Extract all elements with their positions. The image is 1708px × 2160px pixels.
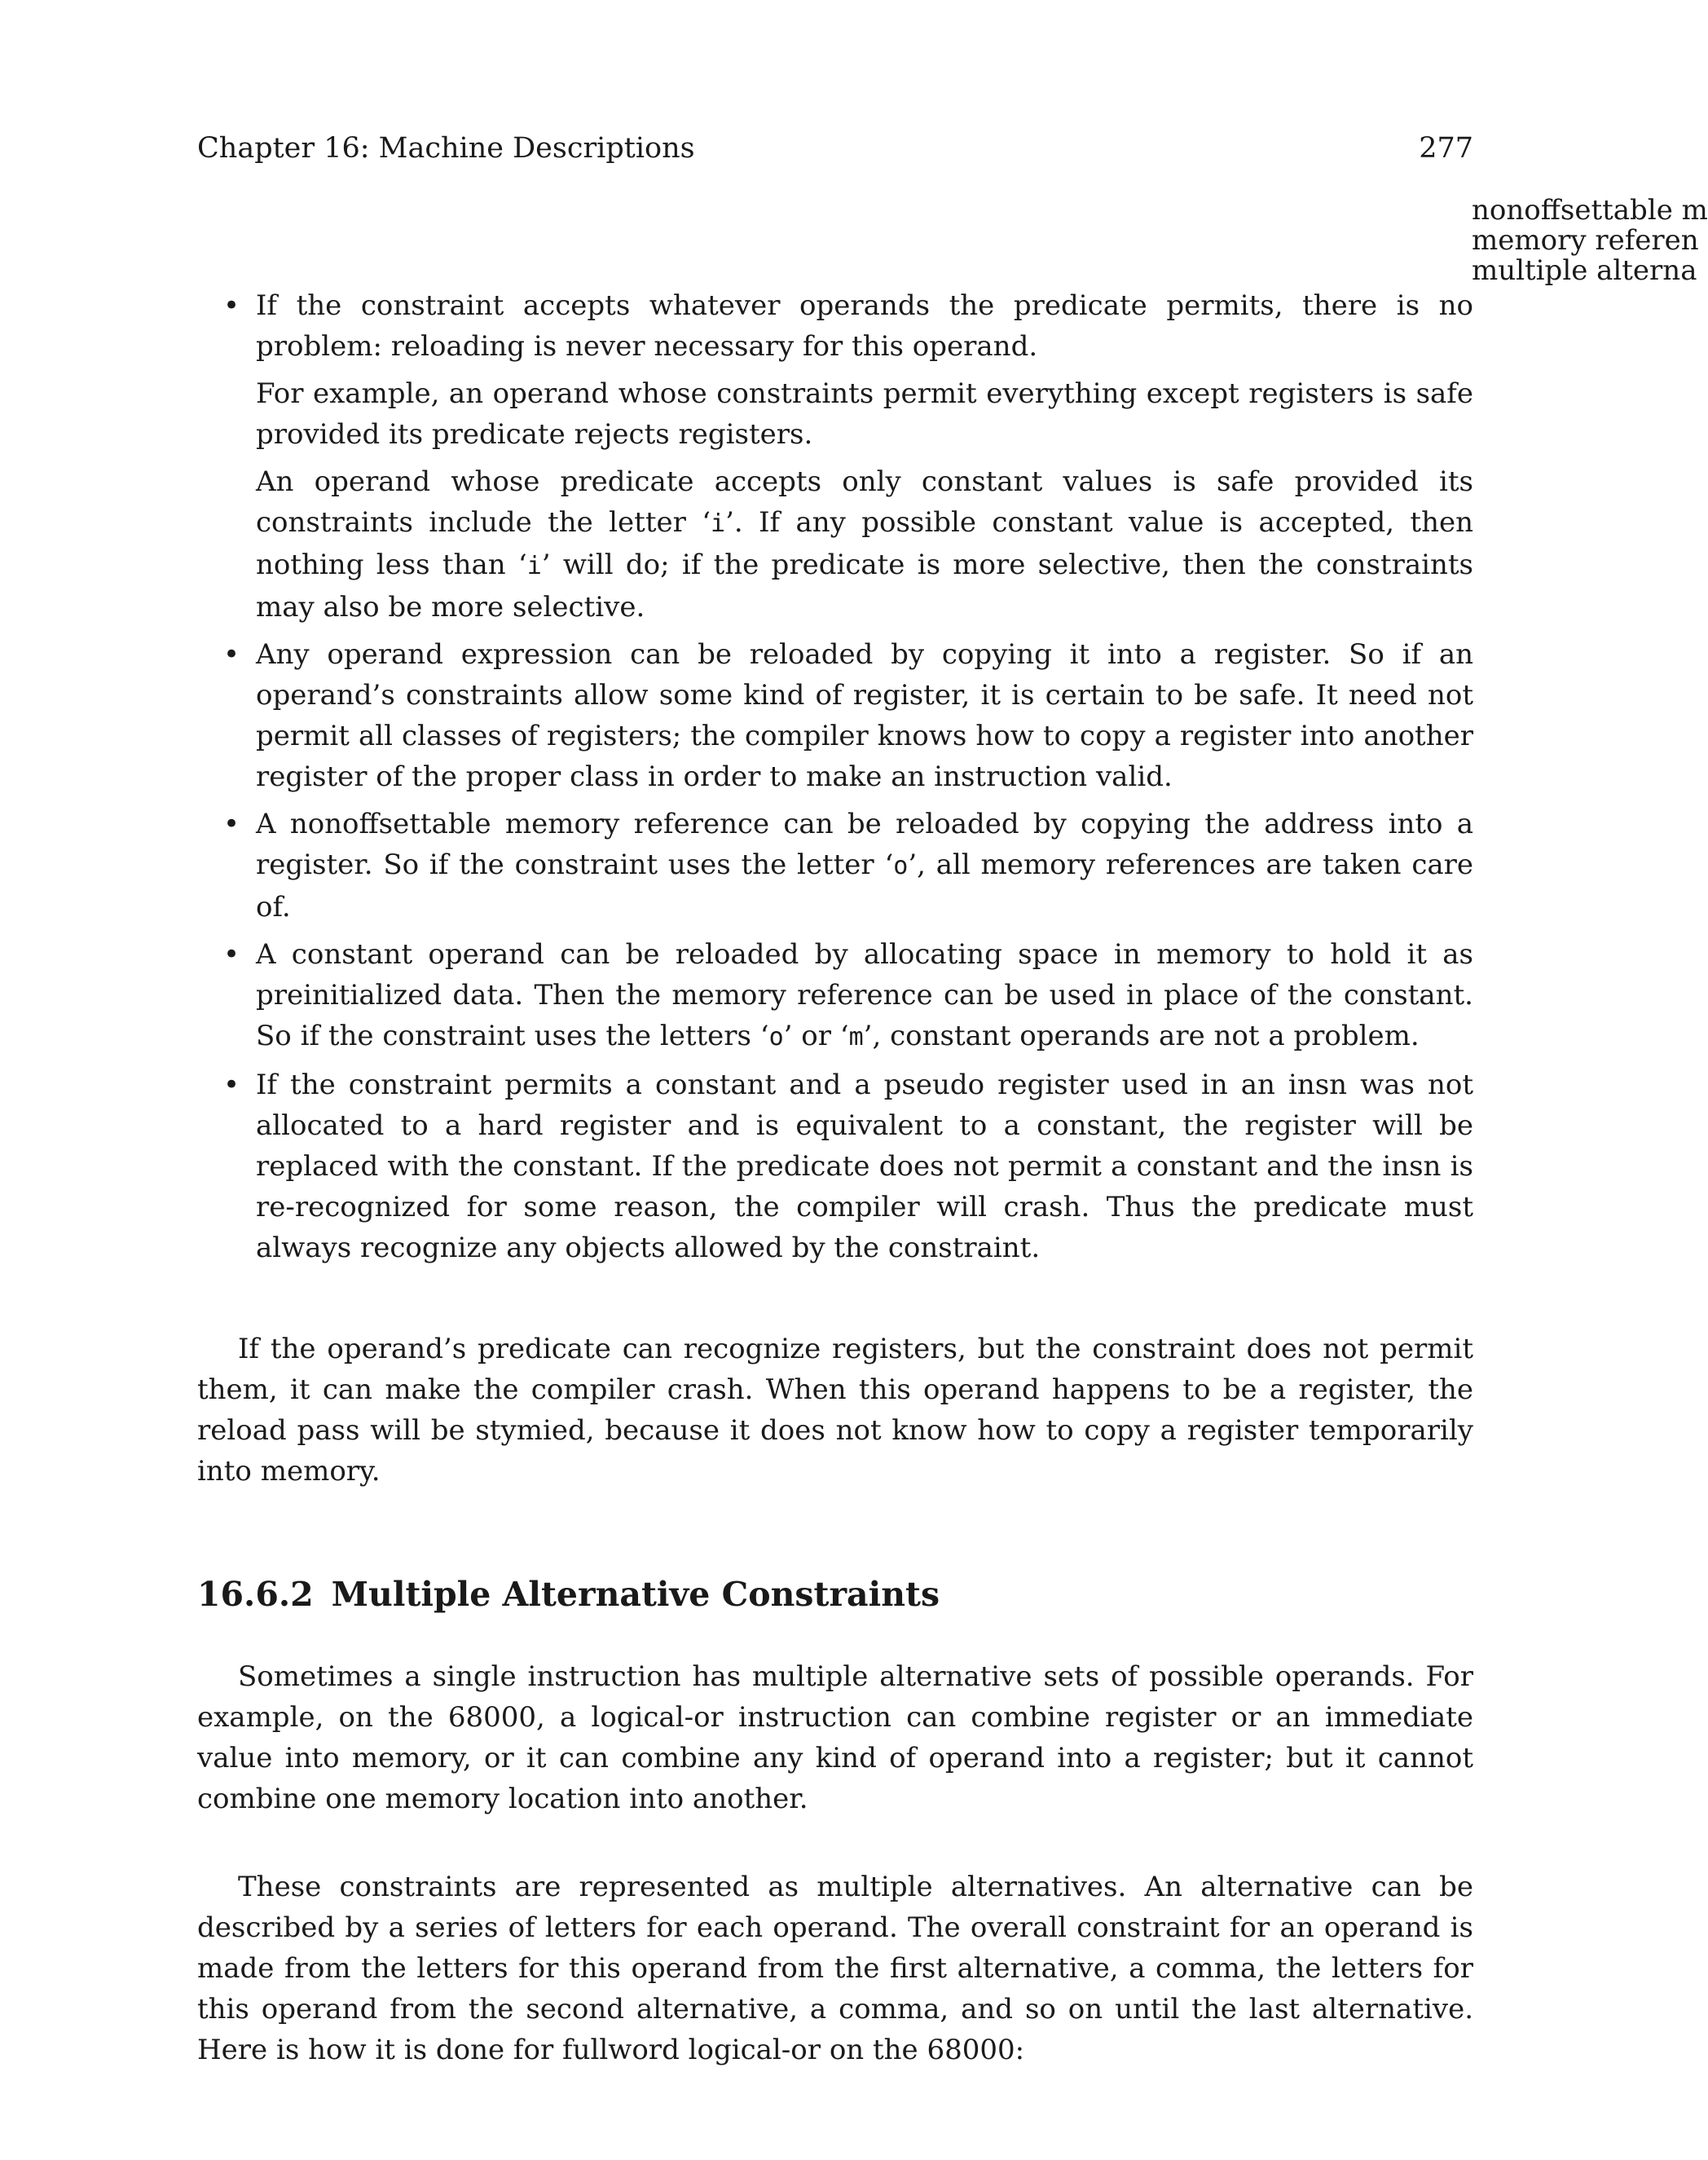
section-title: Multiple Alternative Constraints (331, 1575, 940, 1614)
inline-code: o (768, 1023, 784, 1051)
page-number: 277 (1419, 132, 1473, 165)
inline-code: i (526, 552, 542, 580)
body-paragraph: If the operand’s predicate can recognize registers, but the constraint does not permit them, it can make the compiler crash. When this operand happens to be a register, the reload pass will be stymied, because it does not know how to copy a register temporarily into memory. (197, 1333, 1473, 1488)
list-item-paragraph: If the constraint permits a constant and a pseudo register used in an insn was not allocated to a hard register and is equivalent to a constant, the register will be replaced with the constant. If the predicate does not permit a constant and the insn is re-recognized for some reason, the compiler will crash. Thus the predicate must always recognize any objects allowed by the constraint. (256, 1069, 1473, 1264)
bullet-icon: • (223, 808, 240, 840)
list-item-paragraph: If the constraint accepts whatever operands the predicate permits, there is no problem: reloading is never necessary for this operand. (256, 289, 1473, 363)
list-item (197, 934, 1473, 1058)
section-number: 16.6.2 (197, 1575, 314, 1614)
bullet-icon: • (223, 289, 240, 322)
inline-code: m (848, 1023, 864, 1051)
section-heading (197, 1570, 1473, 1619)
margin-note: nonoffsettable m (1472, 194, 1708, 227)
bullet-icon: • (223, 938, 240, 971)
inline-code: o (893, 852, 909, 880)
list-item-paragraph: Any operand expression can be reloaded by copying it into a register. So if an operand’s constraints allow some kind of register, it is certain to be safe. It need not permit all classes of registers; the compiler knows how to copy a register into another register of the proper class in order to make an instruction valid. (256, 638, 1473, 793)
chapter-title: Chapter 16: Machine Descriptions (197, 132, 695, 165)
body-paragraph: These constraints are represented as multiple alternatives. An alternative can be described by a series of letters for each operand. The overall constraint for an operand is made from the letters for this operand from the first alternative, a comma, the letters for this operand from the second alternative, a comma, and so on until the last alternative. Here is how it is done for fullword logical-or on the 68000: (197, 1871, 1473, 2066)
list-item (197, 285, 1473, 628)
bullet-list (197, 285, 1473, 1268)
margin-note: multiple alterna (1472, 254, 1697, 287)
list-item-paragraph: A constant operand can be reloaded by allocating space in memory to hold it as preinitialized data. Then the memory reference can be used in place of the constant. So if the constraint uses the letters ‘o’ or ‘m’, constant operands are not a problem. (256, 938, 1473, 1052)
list-item (197, 1065, 1473, 1268)
bullet-icon: • (223, 1069, 240, 1101)
inline-code: i (711, 509, 726, 538)
list-item-paragraph: An operand whose predicate accepts only constant values is safe provided its constraints include the letter ‘i’. If any possible constant value is accepted, then nothing less than ‘i’ will do; if the predicate is more selective, then the constraints may also be more selective. (256, 465, 1474, 624)
margin-index-notes (1472, 194, 1708, 287)
body-paragraph: Sometimes a single instruction has multiple alternative sets of possible operands. For example, on the 68000, a logical-or instruction can combine register or an immediate value into memory, or it can combine any kind of operand into a register; but it cannot combine one memory location into another. (197, 1660, 1473, 1815)
page-body (197, 285, 1473, 2070)
bullet-icon: • (223, 638, 240, 671)
list-item-paragraph: For example, an operand whose constraints permit everything except registers is safe provided its predicate rejects registers. (256, 377, 1473, 451)
margin-note: memory referen (1472, 224, 1699, 257)
list-item (197, 804, 1473, 928)
list-item-paragraph: A nonoffsettable memory reference can be reloaded by copying the address into a register. So if the constraint uses the letter ‘o’, all memory references are taken care of. (256, 808, 1473, 924)
list-item (197, 634, 1473, 797)
